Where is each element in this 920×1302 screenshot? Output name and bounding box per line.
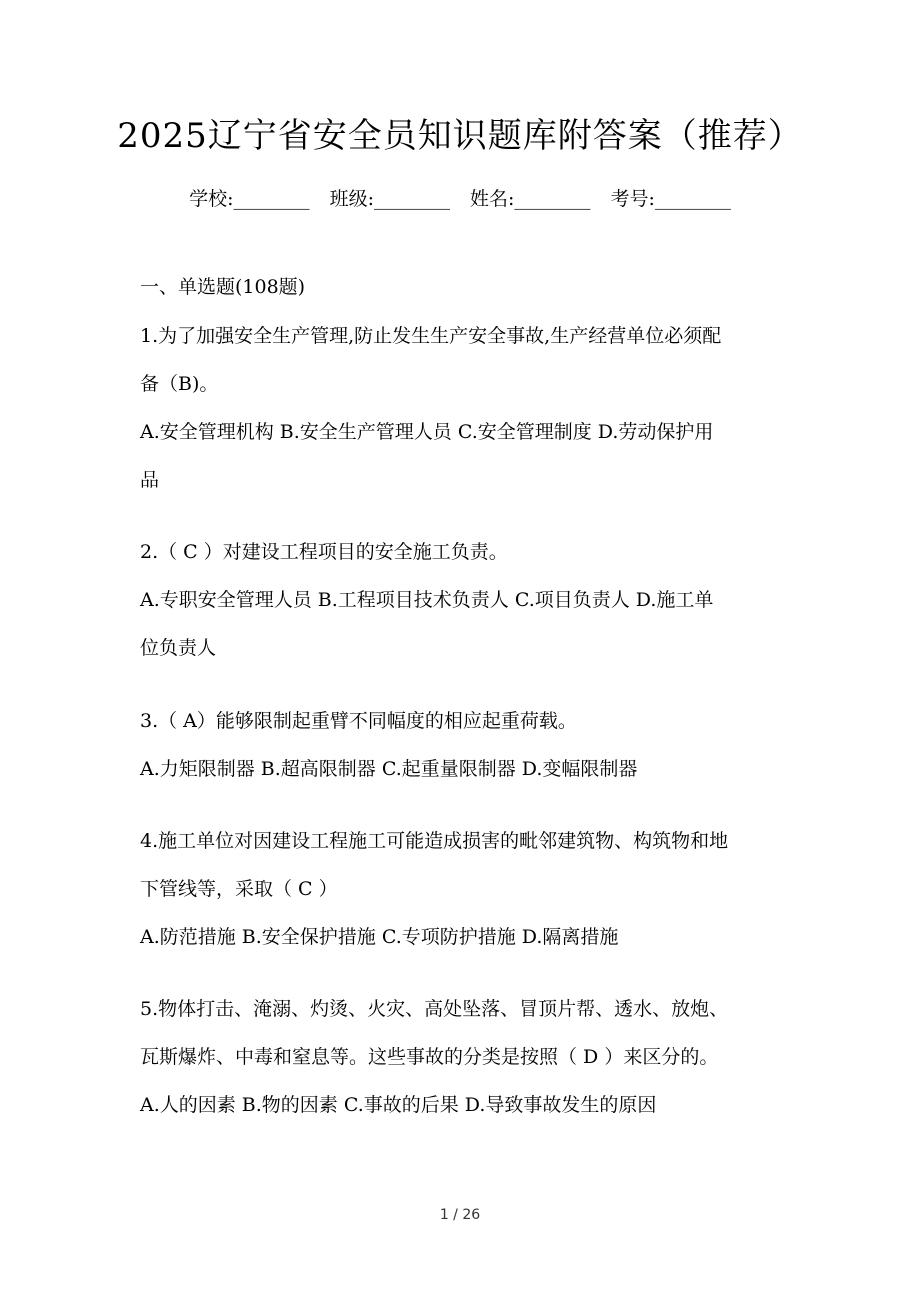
section-title: 一、单选题(108题) [140, 276, 306, 298]
question-4 [140, 817, 790, 961]
question-text-line: 4.施工单位对因建设工程施工可能造成损害的毗邻建筑物、构筑物和地 [140, 830, 729, 852]
question-options-line: A.安全管理机构 B.安全生产管理人员 C.安全管理制度 D.劳动保护用 [140, 421, 714, 443]
question-text-line: 下管线等，采取（ C ） [140, 878, 338, 900]
question-options-line: A.专职安全管理人员 B.工程项目技术负责人 C.项目负责人 D.施工单 [140, 589, 714, 611]
student-info-line [0, 185, 920, 213]
page-number: 1 / 26 [439, 1207, 481, 1223]
question-1 [140, 312, 790, 504]
school-field: 学校:________ [189, 188, 310, 210]
question-text-line: 备（B)。 [140, 373, 219, 395]
question-text-line: 瓦斯爆炸、中毒和窒息等。这些事故的分类是按照（ D ）来区分的。 [140, 1046, 719, 1068]
question-options-line: A.人的因素 B.物的因素 C.事故的后果 D.导致事故发生的原因 [140, 1094, 657, 1116]
class-field: 班级:________ [329, 188, 450, 210]
question-3 [140, 697, 790, 793]
question-5 [140, 985, 790, 1129]
question-options-line: 品 [140, 469, 160, 491]
question-text-line: 3.（ A）能够限制起重臂不同幅度的相应起重荷载。 [140, 710, 577, 732]
question-text-line: 5.物体打击、淹溺、灼烫、火灾、高处坠落、冒顶片帮、透水、放炮、 [140, 998, 729, 1020]
question-2 [140, 528, 790, 672]
question-options-line: A.力矩限制器 B.超高限制器 C.起重量限制器 D.变幅限制器 [140, 758, 638, 780]
question-options-line: A.防范措施 B.安全保护措施 C.专项防护措施 D.隔离措施 [140, 926, 619, 948]
document-title: 2025辽宁省安全员知识题库附答案（推荐） [117, 116, 803, 156]
question-text-line: 1.为了加强安全生产管理,防止发生生产安全事故,生产经营单位必须配 [140, 325, 722, 347]
exam-number-field: 考号:________ [610, 188, 731, 210]
name-field: 姓名:________ [470, 188, 591, 210]
question-options-line: 位负责人 [140, 637, 217, 659]
question-text-line: 2.（ C ）对建设工程项目的安全施工负责。 [140, 541, 508, 563]
